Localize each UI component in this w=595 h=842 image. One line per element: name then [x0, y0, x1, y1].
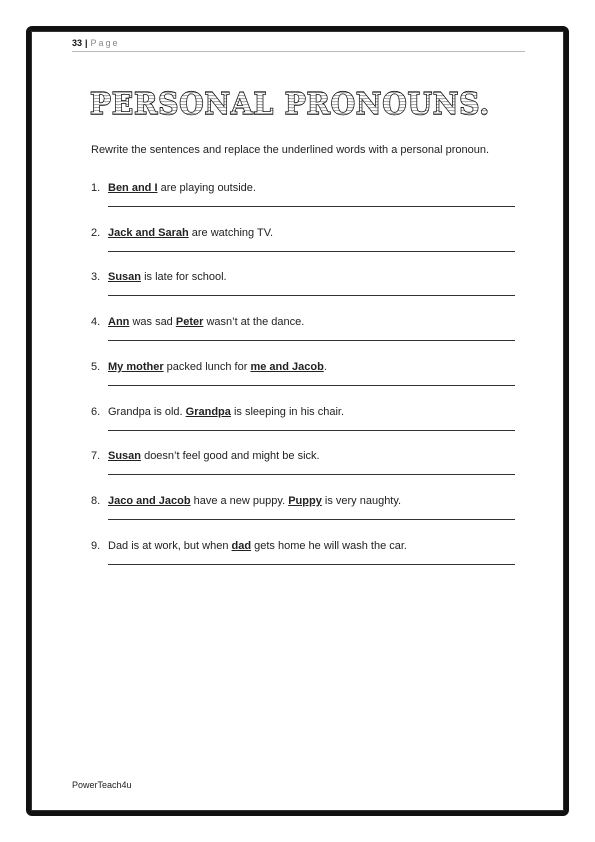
underlined-word: Susan [108, 271, 142, 284]
page-number: 33 [72, 38, 83, 48]
instructions: Rewrite the sentences and replace the underlined words with a personal pronoun. [91, 144, 490, 156]
sentence-text: Grandpa is old. [108, 405, 186, 418]
answer-line[interactable] [108, 251, 515, 252]
underlined-word: dad [231, 539, 252, 552]
answer-line[interactable] [108, 206, 515, 207]
exercise-sentence [108, 494, 401, 508]
underlined-word: My mother [108, 360, 164, 373]
exercise-number: 6. [91, 405, 101, 418]
exercise-sentence [108, 360, 327, 374]
exercise-sentence [108, 270, 227, 284]
sentence-text: . [323, 360, 327, 373]
answer-line[interactable] [108, 474, 515, 475]
sentence-text: is late for school. [141, 271, 227, 284]
sentence-text: was sad [129, 316, 176, 329]
sentence-text: doesn’t feel good and might be sick. [141, 450, 320, 463]
sentence-text: are watching TV. [188, 226, 274, 239]
sentence-text: is sleeping in his chair. [230, 405, 345, 418]
exercise-number: 3. [91, 271, 101, 284]
exercise-sentence [108, 539, 407, 553]
answer-line[interactable] [108, 340, 515, 341]
page-header [72, 37, 525, 52]
exercise-number: 9. [91, 539, 101, 552]
exercise-sentence [108, 315, 304, 329]
page-word: Page [90, 38, 120, 48]
exercise-sentence [108, 226, 273, 240]
exercise-number: 1. [91, 182, 101, 194]
footer-brand: PowerTeach4u [72, 780, 132, 790]
exercise-number: 5. [91, 360, 101, 373]
underlined-word: Susan [108, 450, 142, 463]
underlined-word: Grandpa [185, 405, 231, 418]
exercise-number: 2. [91, 226, 101, 239]
answer-line[interactable] [108, 564, 515, 565]
exercise-number: 4. [91, 316, 101, 329]
sentence-text: wasn’t at the dance. [203, 316, 305, 329]
underlined-word: Ben and I [108, 182, 158, 194]
sentence-text: is very naughty. [321, 494, 402, 507]
worksheet-title-text: PERSONAL PRONOUNS. [90, 87, 490, 122]
exercise-number: 8. [91, 494, 101, 507]
exercise-sentence [108, 181, 256, 195]
underlined-word: Puppy [288, 494, 322, 507]
answer-line[interactable] [108, 430, 515, 431]
answer-line[interactable] [108, 295, 515, 296]
worksheet-title [88, 82, 498, 122]
answer-line[interactable] [108, 385, 515, 386]
underlined-word: Jaco and Jacob [108, 494, 191, 507]
sentence-text: gets home he will wash the car. [251, 539, 407, 552]
underlined-word: Jack and Sarah [108, 226, 189, 239]
answer-line[interactable] [108, 519, 515, 520]
sentence-text: packed lunch for [163, 360, 251, 373]
underlined-word: me and Jacob [250, 360, 324, 373]
page-separator: | [85, 38, 88, 48]
exercise-sentence [108, 449, 320, 463]
exercise-sentence [108, 405, 344, 419]
underlined-word: Ann [108, 316, 130, 329]
exercise-number: 7. [91, 450, 101, 463]
underlined-word: Peter [175, 316, 204, 329]
sentence-text: Dad is at work, but when [108, 539, 232, 552]
sentence-text: are playing outside. [157, 182, 256, 194]
sentence-text: have a new puppy. [190, 494, 289, 507]
